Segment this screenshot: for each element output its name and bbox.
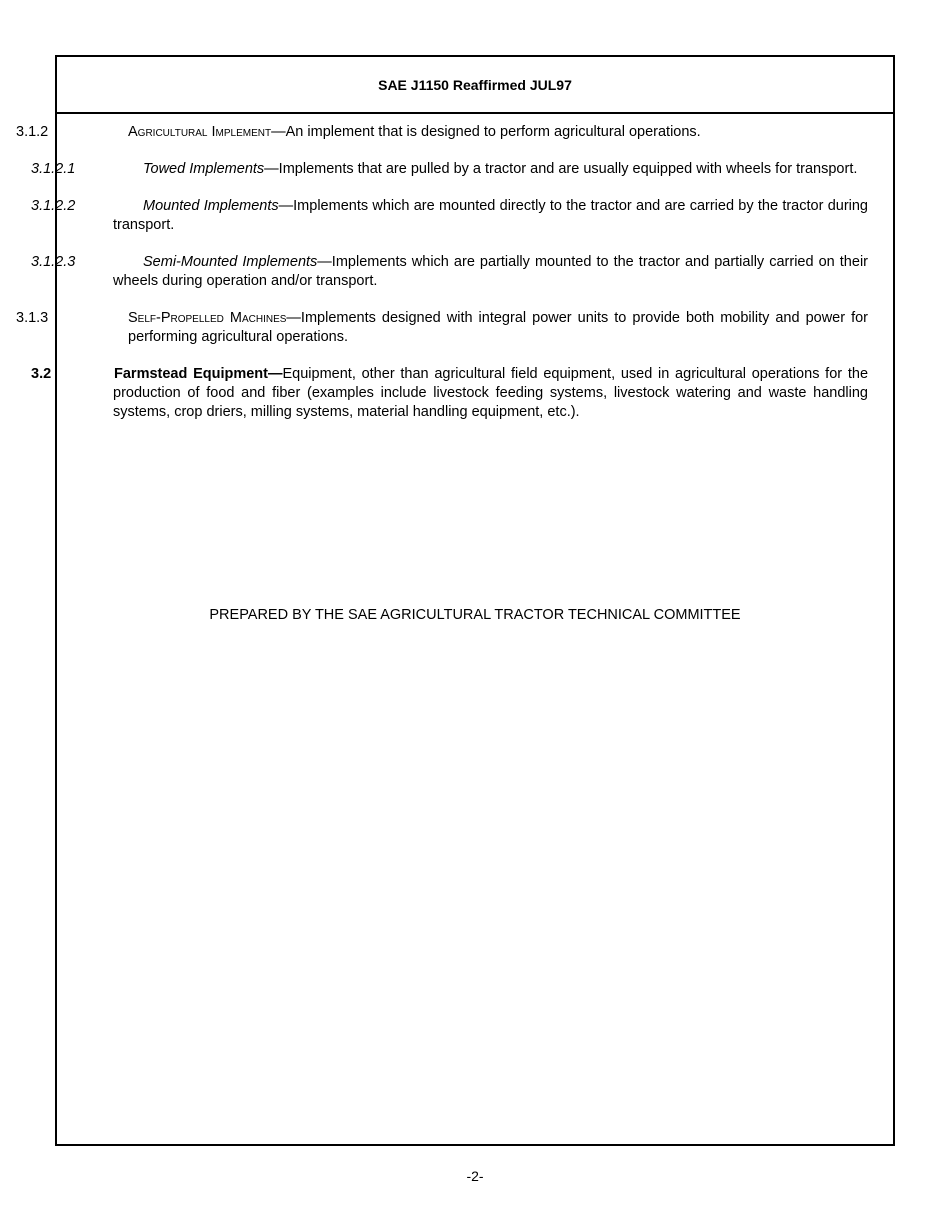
section-number: 3.1.2 [16,124,49,140]
section-term: Mounted Implements [143,198,279,214]
section-3-1-2-2 [31,197,868,235]
section-3-2 [31,365,869,422]
prepared-by-statement: PREPARED BY THE SAE AGRICULTURAL TRACTOR TECHNICAL COMMITTEE [209,607,741,623]
section-text: —Implements which are partially mounted to the tractor and partially carried on their wheels during operation and/or transport. [113,254,868,289]
section-3-1-2-3 [31,253,868,291]
section-number: 3.1.2.2 [31,198,76,214]
document-title: SAE J1150 Reaffirmed JUL97 [378,76,572,93]
section-3-1-2-1 [31,160,868,179]
section-text: Equipment, other than agricultural field equipment, used in agricultural operations for the production of food and fiber (examples include livestock feeding systems, livestock watering and waste handling systems, crop driers, milling systems, material handling equipment, etc.). [113,366,869,420]
section-term: Semi-Mounted Implements [143,254,318,270]
document-body [16,123,869,440]
section-term: Farmstead Equipment— [114,366,283,382]
section-number: 3.2 [31,366,52,382]
section-3-1-2 [16,123,868,142]
section-number: 3.1.3 [16,310,49,326]
page-number: -2- [466,1168,484,1184]
section-number: 3.1.2.1 [31,161,76,177]
section-text: —An implement that is designed to perform agricultural operations. [271,124,701,140]
section-term: Agricultural Implement [128,124,272,140]
section-number: 3.1.2.3 [31,254,76,270]
page-frame [16,55,895,1146]
section-text: —Implements which are mounted directly to the tractor and are carried by the tractor during transport. [113,198,868,233]
section-text: —Implements that are pulled by a tractor and are usually equipped with wheels for transport. [264,161,858,177]
section-text: —Implements designed with integral power units to provide both mobility and power for performing agricultural operations. [128,310,868,345]
section-term: Towed Implements [143,161,265,177]
section-3-1-3 [16,309,868,347]
document-header [57,57,893,114]
section-term: Self-Propelled Machines [128,310,287,326]
